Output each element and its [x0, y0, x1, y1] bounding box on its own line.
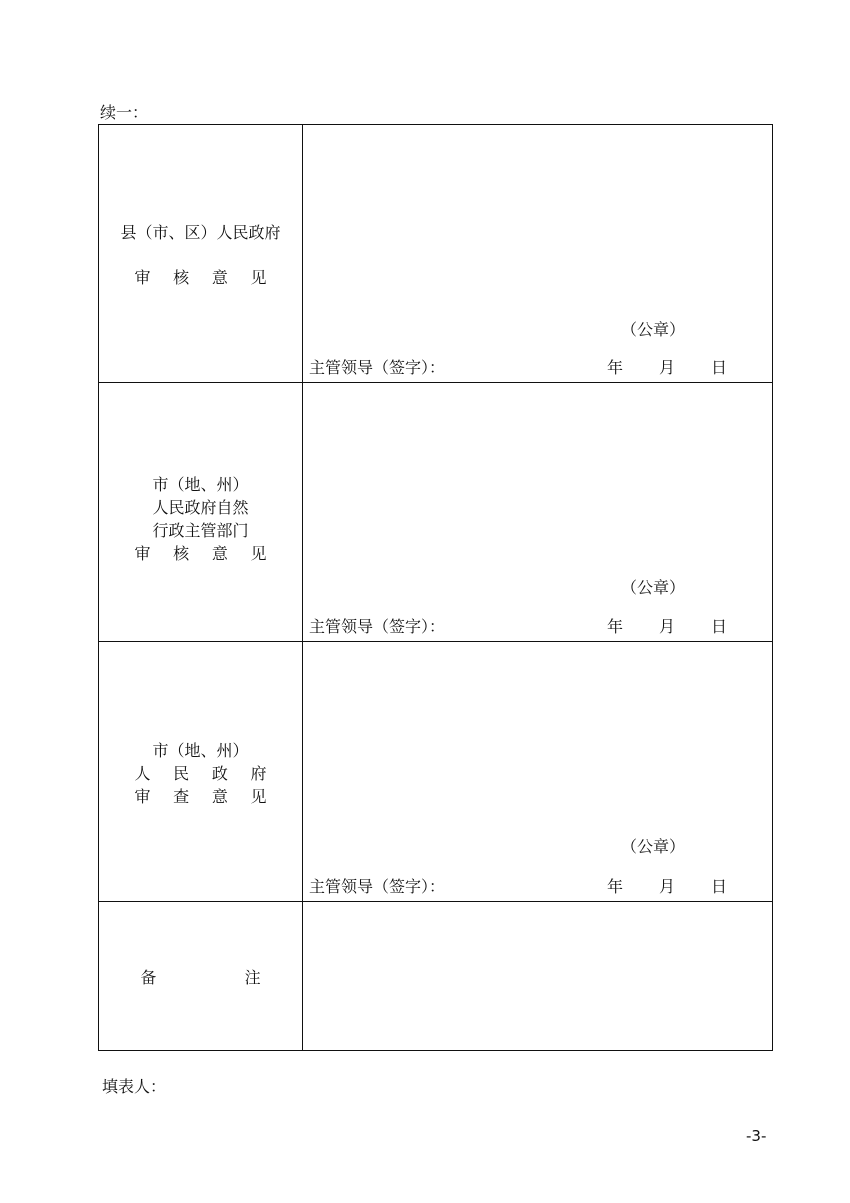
date-year-label: 年	[607, 617, 624, 636]
page-number: -3-	[746, 1127, 767, 1145]
city-resources-opinion-cell[interactable]	[303, 383, 773, 642]
official-seal-label: （公章）	[621, 578, 686, 597]
city-resources-label-cell	[99, 383, 303, 642]
city-gov-label	[99, 739, 302, 808]
label-line: 市（地、州）	[152, 475, 249, 494]
date-day-label: 日	[711, 877, 728, 896]
table-row	[99, 125, 773, 383]
city-gov-label-cell	[99, 642, 303, 902]
label-line: 审 核 意 见	[134, 268, 276, 287]
label-line: 审 查 意 见	[134, 787, 276, 806]
county-gov-label	[99, 221, 302, 289]
label-line: 县（市、区）人民政府	[120, 223, 281, 242]
remarks-content-cell[interactable]	[303, 902, 773, 1051]
date-year-label: 年	[607, 877, 624, 896]
label-line: 行政主管部门	[152, 521, 249, 540]
leader-signature-label: 主管领导（签字）：	[309, 358, 446, 377]
label-line: 人 民 政 府	[134, 764, 276, 783]
leader-signature-label: 主管领导（签字）：	[309, 617, 446, 636]
date-month-label: 月	[659, 877, 676, 896]
table-row	[99, 383, 773, 642]
label-line: 市（地、州）	[152, 741, 249, 760]
official-seal-label: （公章）	[621, 320, 686, 339]
label-line: 人民政府自然	[152, 498, 249, 517]
date-day-label: 日	[711, 358, 728, 377]
leader-signature-label: 主管领导（签字）：	[309, 877, 446, 896]
county-gov-label-cell	[99, 125, 303, 383]
remarks-label-cell	[99, 902, 303, 1051]
date-day-label: 日	[711, 617, 728, 636]
table-row	[99, 642, 773, 902]
date-month-label: 月	[659, 617, 676, 636]
label-line: 备 注	[140, 968, 303, 987]
table-row	[99, 902, 773, 1051]
label-line: 审 核 意 见	[134, 544, 276, 563]
city-gov-opinion-cell[interactable]	[303, 642, 773, 902]
date-year-label: 年	[607, 358, 624, 377]
city-resources-label	[99, 473, 302, 565]
approval-form-table	[98, 124, 773, 1051]
official-seal-label: （公章）	[621, 837, 686, 856]
county-gov-opinion-cell[interactable]	[303, 125, 773, 383]
remarks-label	[99, 966, 302, 989]
date-month-label: 月	[659, 358, 676, 377]
continued-label: 续一：	[100, 103, 149, 122]
form-filler-label: 填表人：	[102, 1077, 167, 1096]
